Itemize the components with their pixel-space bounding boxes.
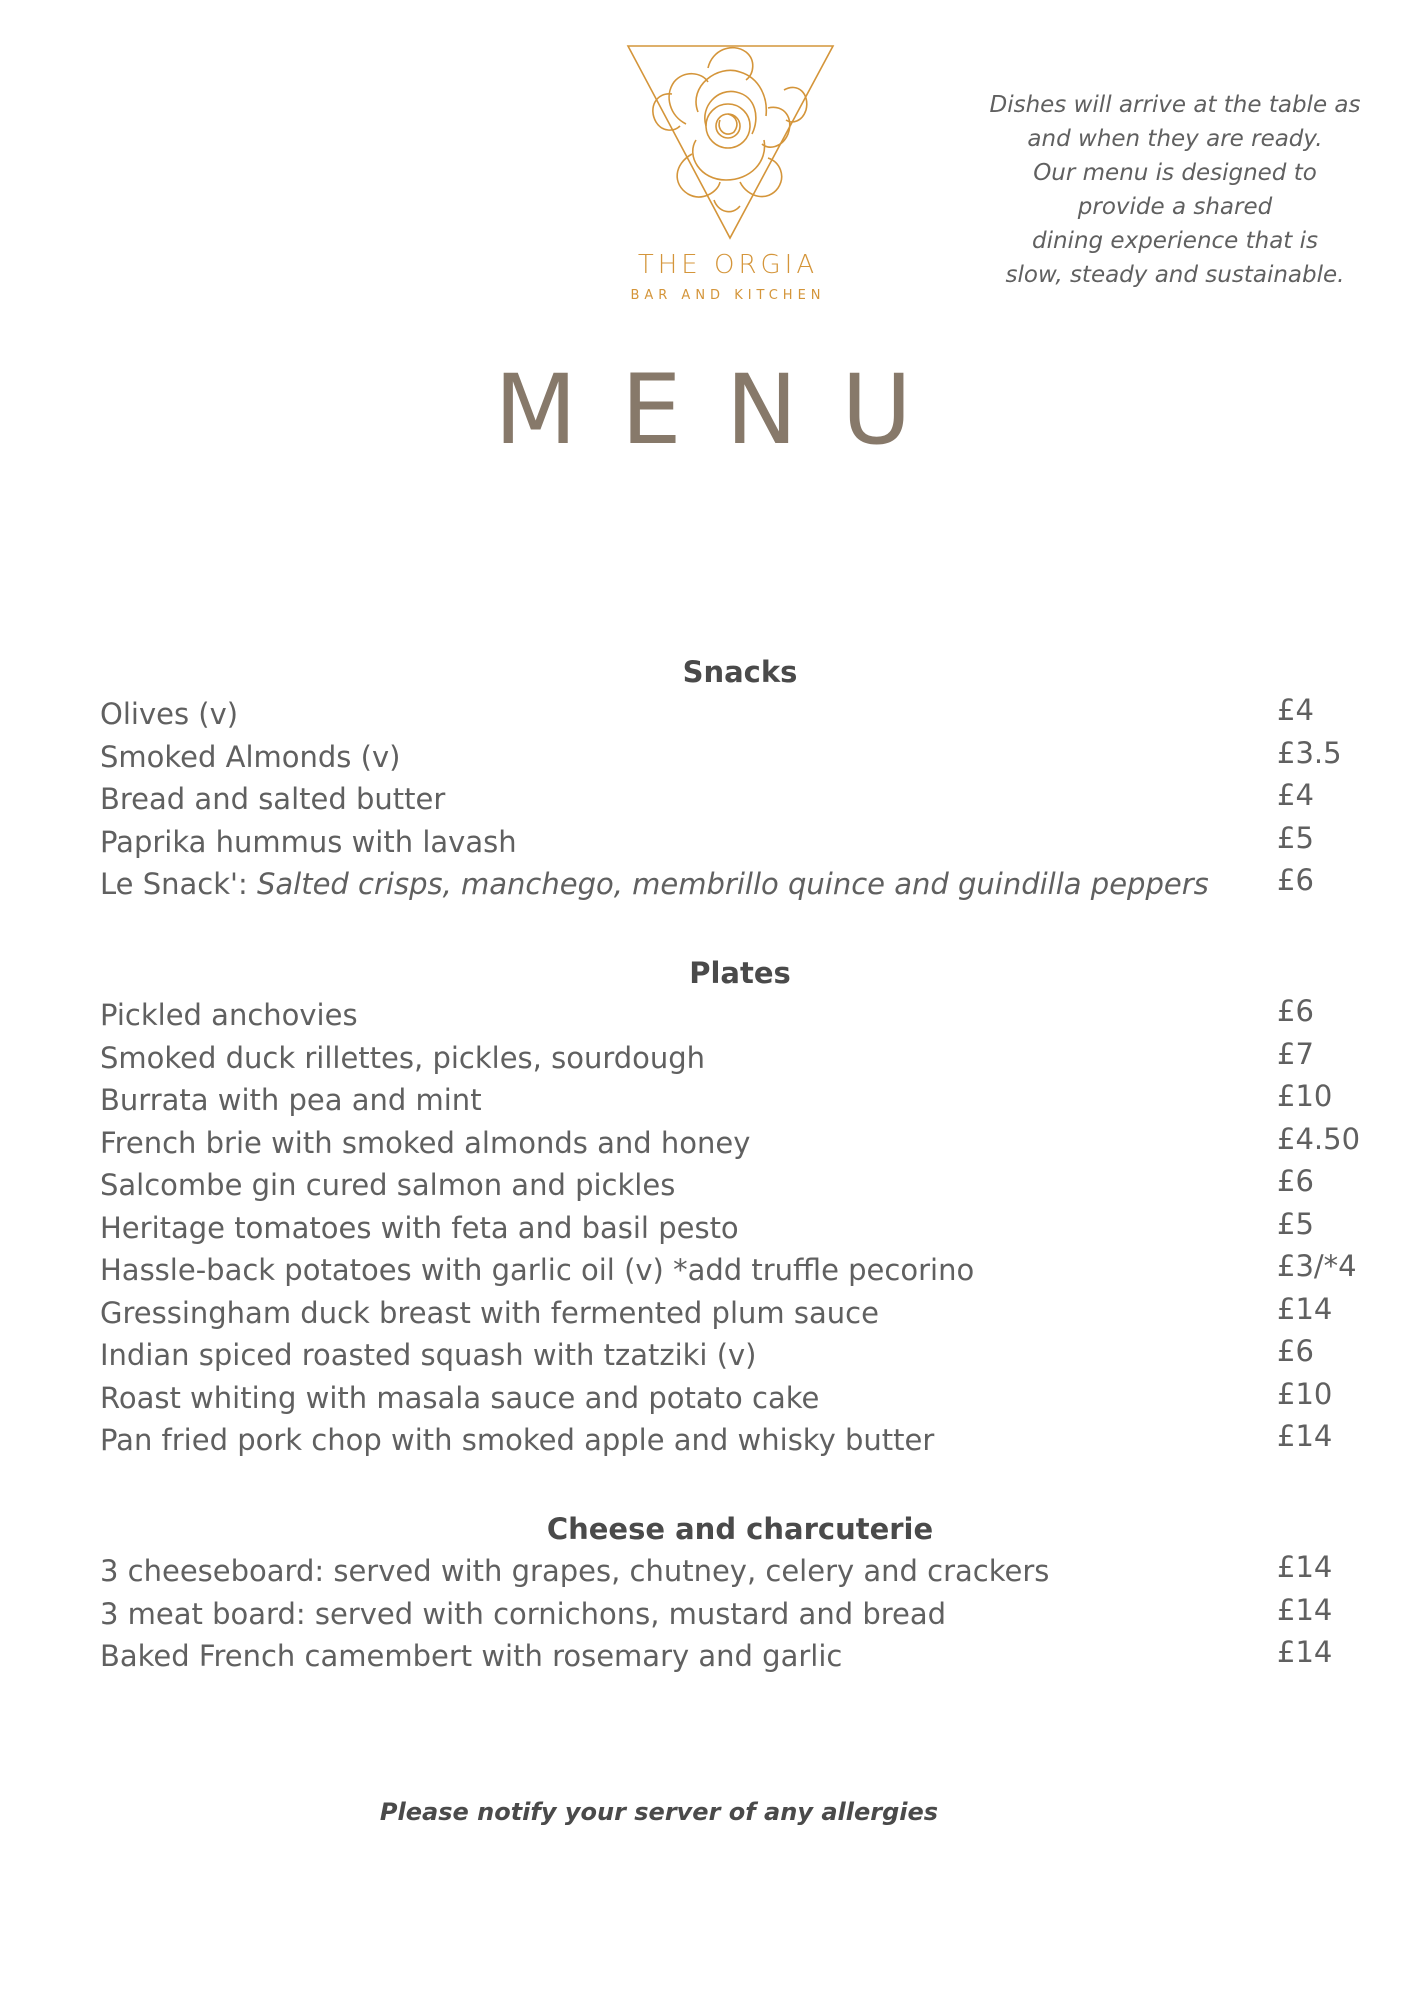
item-detail: Salted crisps, manchego, membrillo quince and guindilla peppers — [256, 867, 1209, 901]
item-price: £4.50 — [1277, 1121, 1361, 1156]
item-name: Pan fried pork chop with smoked apple and whisky butter — [100, 1423, 935, 1457]
menu-item — [100, 1635, 1380, 1678]
item-name: Olives (v) — [100, 697, 239, 731]
item-name: 3 meat board: served with cornichons, mustard and bread — [100, 1596, 947, 1631]
menu-item — [100, 1334, 1380, 1377]
item-name: Paprika hummus with lavash — [100, 824, 517, 859]
item-price: £14 — [1277, 1635, 1333, 1669]
item-price: £6 — [1277, 1164, 1314, 1198]
rose-triangle-icon — [608, 16, 848, 246]
intro-text — [975, 88, 1375, 292]
item-name: Salcombe gin cured salmon and pickles — [100, 1168, 676, 1202]
intro-line: Our menu is designed to — [1033, 160, 1317, 186]
menu-item — [100, 1292, 1380, 1335]
intro-line: provide a shared — [1077, 194, 1273, 220]
menu-item — [100, 1550, 1380, 1593]
item-price: £14 — [1277, 1592, 1333, 1627]
intro-line: and when they are ready. — [1027, 126, 1323, 152]
brand-tagline: BAR AND KITCHEN — [630, 288, 826, 303]
menu-item — [100, 1377, 1380, 1420]
item-price: £6 — [1277, 994, 1314, 1028]
item-name: French brie with smoked almonds and honey — [100, 1125, 751, 1160]
menu-item — [100, 821, 1380, 864]
section-plates — [100, 952, 1380, 1462]
menu-item — [100, 1037, 1380, 1080]
menu-item — [100, 1122, 1380, 1165]
menu-item — [100, 1593, 1380, 1636]
menu-item — [100, 1419, 1380, 1462]
logo — [598, 16, 858, 316]
item-name: Smoked duck rillettes, pickles, sourdough — [100, 1040, 706, 1075]
item-name: Indian spiced roasted squash with tzatziki (v) — [100, 1338, 757, 1372]
menu-item — [100, 693, 1380, 736]
item-price: £3.5 — [1277, 735, 1342, 770]
item-name: Pickled anchovies — [100, 998, 358, 1032]
item-name: Smoked Almonds (v) — [100, 739, 401, 774]
item-price: £10 — [1277, 1079, 1333, 1113]
item-name: Burrata with pea and mint — [100, 1083, 482, 1117]
item-name: Le Snack': — [100, 867, 248, 901]
intro-line: slow, steady and sustainable. — [1005, 262, 1345, 288]
item-name: Heritage tomatoes with feta and basil pesto — [100, 1210, 739, 1245]
item-price: £6 — [1277, 1334, 1314, 1368]
item-name: 3 cheeseboard: served with grapes, chutney, celery and crackers — [100, 1554, 1050, 1588]
menu-item — [100, 1207, 1380, 1250]
menu-item — [100, 1249, 1380, 1292]
section-cheese-and-charcuterie — [100, 1508, 1380, 1678]
item-name: Hassle-back potatoes with garlic oil (v) *add truffle pecorino — [100, 1253, 975, 1287]
item-price: £3/*4 — [1277, 1249, 1357, 1283]
item-name: Bread and salted butter — [100, 782, 446, 816]
allergy-notice: Please notify your server of any allergies — [379, 1798, 939, 1826]
item-price: £5 — [1277, 820, 1314, 855]
menu-item — [100, 863, 1380, 906]
section-title: Plates — [689, 956, 791, 990]
item-price: £5 — [1277, 1206, 1314, 1241]
section-title: Snacks — [682, 655, 798, 689]
item-price: £7 — [1277, 1036, 1314, 1071]
item-name-with-detail — [100, 863, 1209, 906]
menu-item — [100, 1079, 1380, 1122]
item-name: Roast whiting with masala sauce and potato cake — [100, 1380, 820, 1415]
item-name: Gressingham duck breast with fermented plum sauce — [100, 1295, 879, 1330]
menu-item — [100, 1164, 1380, 1207]
item-price: £4 — [1277, 693, 1314, 727]
item-price: £14 — [1277, 1550, 1333, 1584]
item-price: £4 — [1277, 778, 1314, 812]
menu-item — [100, 736, 1380, 779]
item-price: £6 — [1277, 863, 1314, 897]
intro-line: dining experience that is — [1031, 228, 1319, 254]
brand-name: THE ORGIA — [637, 250, 819, 280]
item-name: Baked French camembert with rosemary and garlic — [100, 1639, 843, 1673]
item-price: £14 — [1277, 1419, 1333, 1453]
menu-title: MENU — [494, 354, 956, 466]
section-snacks — [100, 651, 1380, 906]
menu-item — [100, 994, 1380, 1037]
menu-item — [100, 778, 1380, 821]
section-title: Cheese and charcuterie — [546, 1512, 934, 1546]
item-price: £10 — [1277, 1376, 1333, 1411]
intro-line: Dishes will arrive at the table as — [989, 92, 1361, 118]
item-price: £14 — [1277, 1291, 1333, 1326]
